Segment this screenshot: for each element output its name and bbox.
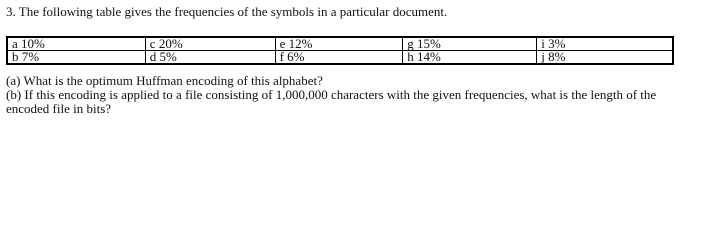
question-title: 3. The following table gives the frequencies of the symbols in a particular document. (6, 4, 448, 19)
table-cell: d 5% (145, 51, 275, 65)
table-cell: e 12% (275, 37, 403, 51)
table-cell: g 15% (403, 37, 537, 51)
part-a-text: (a) What is the optimum Huffman encoding of this alphabet? (6, 73, 323, 88)
table-cell: a 10% (7, 37, 145, 51)
document (6, 4, 700, 116)
table-cell: b 7% (7, 51, 145, 65)
table-cell: j 8% (537, 51, 673, 65)
question-parts (6, 74, 700, 116)
table-cell: i 3% (537, 37, 673, 51)
table-row (7, 51, 673, 65)
frequency-table (6, 36, 674, 65)
table-cell: f 6% (275, 51, 403, 65)
table-cell: c 20% (145, 37, 275, 51)
table-row (7, 37, 673, 51)
part-b-text-line1: (b) If this encoding is applied to a file consisting of 1,000,000 characters with the given frequencies, what is the length of the (6, 87, 657, 102)
part-b-text-line2: encoded file in bits? (6, 101, 112, 116)
table-cell: h 14% (403, 51, 537, 65)
